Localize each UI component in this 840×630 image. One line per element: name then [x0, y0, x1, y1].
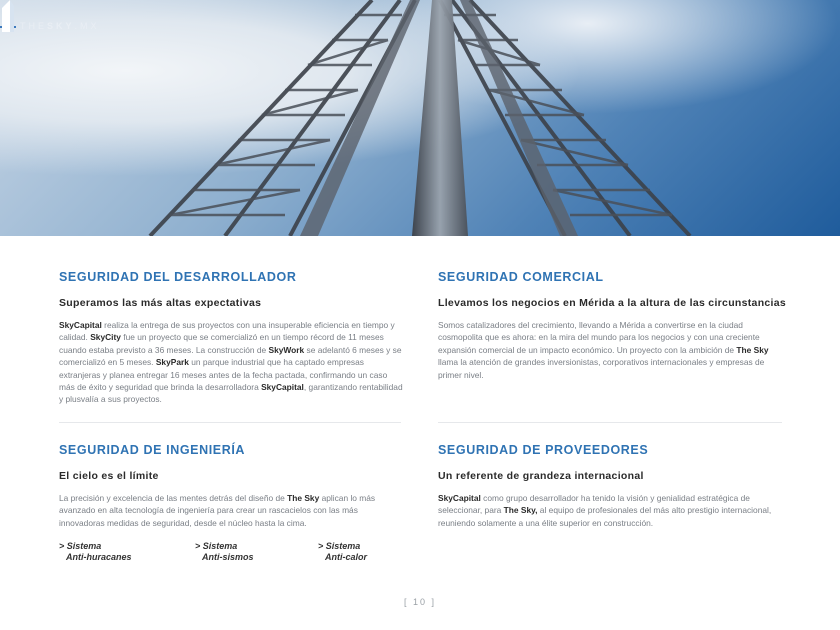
divider [438, 422, 782, 423]
section-developer-security [59, 270, 404, 406]
body-text: fue un proyecto que se comercializó en un tiempo récord de 11 meses cuando estaba previsto a 36 meses. La construcción de [59, 332, 384, 355]
divider [59, 422, 401, 423]
emphasis-text: The Sky [287, 493, 320, 503]
section-heading: SEGURIDAD DE INGENIERÍA [59, 443, 246, 457]
system-anti-heat: > Sistema Anti-calor [318, 541, 368, 562]
section-engineering-security [59, 443, 404, 529]
section-subheading: Un referente de grandeza internacional [438, 470, 644, 482]
steel-structure-graphic [0, 0, 840, 236]
section-subheading: El cielo es el límite [59, 470, 159, 482]
section-heading: SEGURIDAD DE PROVEEDORES [438, 443, 649, 457]
section-commercial-security [438, 270, 787, 381]
section-supplier-security [438, 443, 783, 529]
brand-name[interactable]: THESKY.MX [20, 21, 100, 31]
emphasis-text: SkyWork [268, 344, 305, 355]
section-heading: SEGURIDAD DEL DESARROLLADOR [59, 270, 297, 284]
body-text: aplican lo más avanzado en alta tecnología de ingeniería para crear un rascacielos con las más innovadoras medidas de seguridad, desde el núcleo hasta la cima. [59, 493, 376, 528]
section-paragraph [59, 492, 404, 529]
section-paragraph [59, 319, 404, 406]
body-text: se adelantó 6 meses y se comercializó en 5 meses. [59, 344, 402, 368]
body-text: , garantizando rentabilidad y plusvalía a sus proyectos. [59, 382, 403, 405]
emphasis-text: SkyCapital [59, 320, 102, 330]
emphasis-text: The Sky, [503, 505, 538, 516]
system-anti-seismic: > Sistema Anti-sismos [195, 541, 254, 562]
body-text: un parque industrial que ha captado empresas extranjeras y planea entregar 16 meses antes de la fecha pactada, confirmando un caso más de éxito y seguridad que brinda la desarrolladora [59, 357, 388, 393]
body-text: al equipo de profesionales del más alto prestigio internacional, reuniendo solamente a una élite superior en construcción. [438, 505, 772, 528]
body-text: Somos catalizadores del crecimiento, llevando a Mérida a convertirse en la ciudad cosmopolita que es ahora: en la mira del mundo para los negocios y con una creciente expansión comercial de un impacto económico. Un proyecto con la ambición de [438, 320, 760, 355]
section-paragraph [438, 492, 783, 529]
body-text: La precisión y excelencia de las mentes detrás del diseño de [59, 493, 288, 503]
emphasis-text: The Sky [736, 344, 769, 355]
hero-image [0, 0, 840, 236]
emphasis-text: SkyCity [90, 332, 121, 343]
section-heading: SEGURIDAD COMERCIAL [438, 270, 604, 284]
skyscraper-logo-icon [0, 0, 16, 32]
emphasis-text: SkyCapital [438, 493, 481, 503]
emphasis-text: SkyPark [155, 357, 189, 368]
body-text: llama la atención de grandes inversionistas, corporativos internacionales y empresas de primer nivel. [438, 357, 765, 380]
section-subheading: Llevamos los negocios en Mérida a la altura de las circunstancias [438, 297, 787, 309]
emphasis-text: SkyCapital [261, 382, 304, 393]
system-anti-hurricane: > Sistema Anti-huracanes [59, 541, 132, 562]
section-subheading: Superamos las más altas expectativas [59, 297, 262, 309]
section-paragraph [438, 319, 783, 381]
body-text: como grupo desarrollador ha tenido la visión y genialidad estratégica de seleccionar, para [438, 493, 750, 516]
page-number: [ 10 ] [403, 597, 436, 607]
body-text: realiza la entrega de sus proyectos con una insuperable eficiencia en tiempo y calidad. [59, 320, 395, 343]
